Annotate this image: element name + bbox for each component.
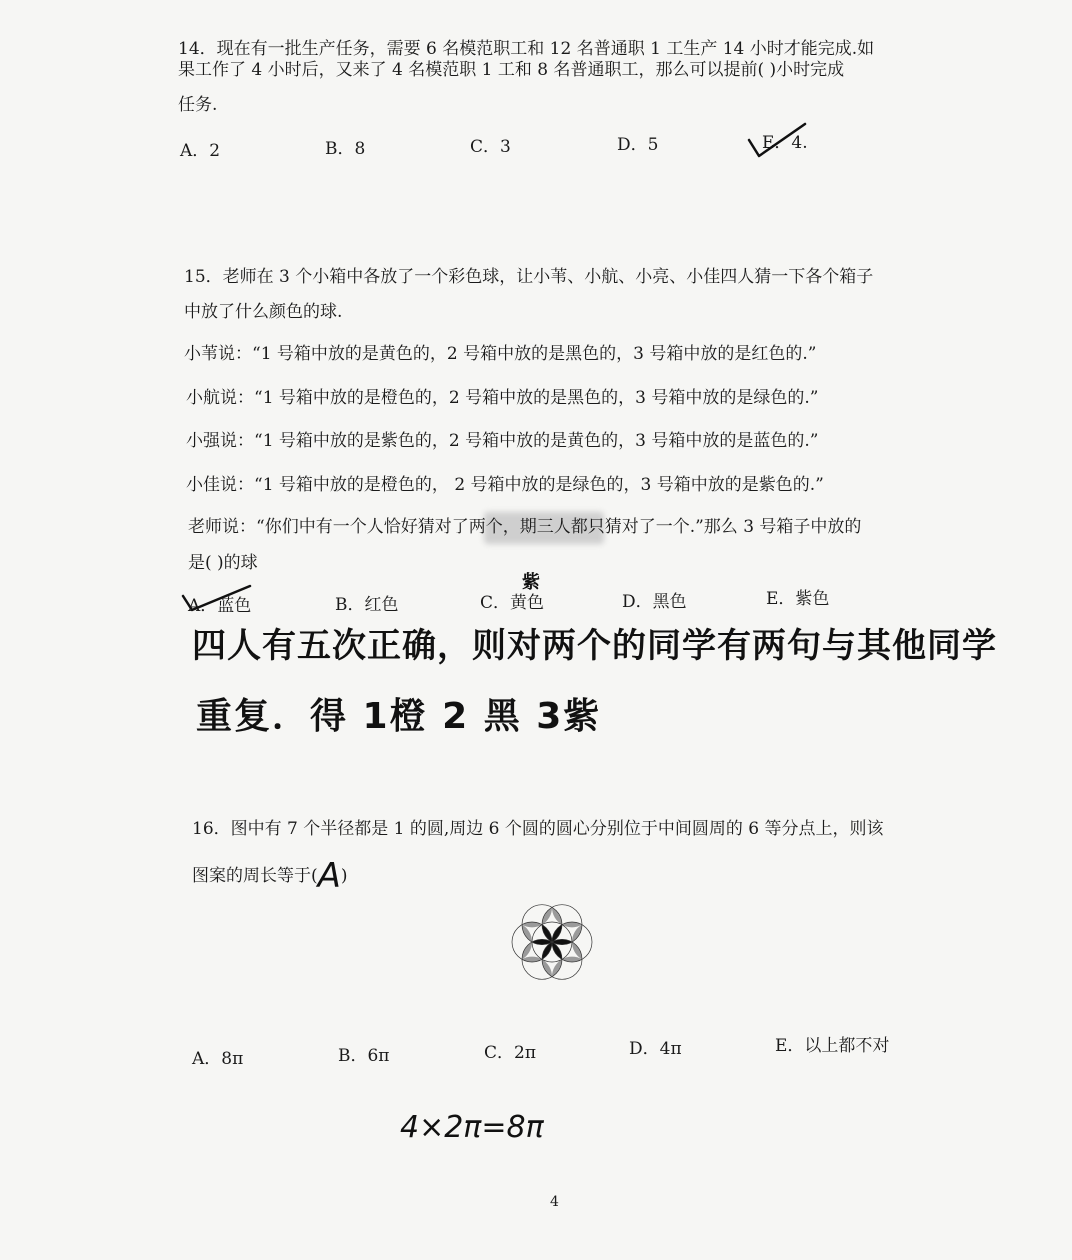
q16-option-c: C．2π — [484, 1043, 536, 1063]
q14-line-1: 14．现在有一批生产任务，需要 6 名模范职工和 12 名普通职 1 工生产 14 小时才能完成.如 — [178, 39, 875, 59]
page-number: 4 — [550, 1194, 559, 1210]
q15-statement-2: 小航说：“1 号箱中放的是橙色的，2 号箱中放的是黑色的，3 号箱中放的是绿色的.” — [186, 388, 819, 408]
q15-teacher-line-2: 是( )的球 — [188, 553, 258, 573]
q16-line-2 — [192, 850, 348, 896]
q16-line-2-suffix: ) — [340, 866, 348, 886]
q15-statement-1: 小苇说：“1 号箱中放的是黄色的，2 号箱中放的是黑色的，3 号箱中放的是红色的.” — [184, 344, 817, 364]
q15-option-a: A．蓝色 — [188, 596, 252, 616]
q15-handwritten-reasoning-2: 重复．得 1橙 2 黑 3紫 — [196, 696, 602, 737]
q16-option-e: E．以上都不对 — [775, 1036, 890, 1056]
q16-handwritten-calc: 4×2π=8π — [400, 1110, 544, 1145]
q15-teacher-line-1: 老师说：“你们中有一个人恰好猜对了两个，期三人都只猜对了一个.”那么 3 号箱子中放的 — [188, 517, 862, 537]
q14-line-2: 果工作了 4 小时后，又来了 4 名模范职 1 工和 8 名普通职工，那么可以提前( )小时完成 — [178, 60, 845, 80]
q16-option-d: D．4π — [629, 1039, 682, 1059]
q15-option-c: C．黄色 — [480, 593, 545, 613]
seven-circles-figure — [490, 880, 614, 1004]
q14-option-d: D．5 — [617, 135, 659, 155]
q16-option-b: B．6π — [338, 1046, 390, 1066]
q16-line-1: 16．图中有 7 个半径都是 1 的圆,周边 6 个圆的圆心分别位于中间圆周的 6 等分点上，则该 — [192, 819, 884, 839]
q15-line-1: 15．老师在 3 个小箱中各放了一个彩色球，让小苇、小航、小亮、小佳四人猜一下各个箱子 — [184, 267, 874, 287]
q14-checkmark-icon — [745, 118, 815, 163]
q15-handwritten-reasoning-1: 四人有五次正确，则对两个的同学有两句与其他同学 — [192, 626, 997, 666]
q15-checkmark-icon — [180, 582, 260, 617]
q14-option-b: B．8 — [325, 139, 366, 159]
q15-option-e: E．紫色 — [766, 589, 830, 609]
q15-statement-4: 小佳说：“1 号箱中放的是橙色的， 2 号箱中放的是绿色的，3 号箱中放的是紫色的.” — [186, 475, 824, 495]
q16-line-2-prefix: 图案的周长等于( — [192, 866, 318, 886]
q15-option-b: B．红色 — [335, 595, 399, 615]
q15-statement-3: 小强说：“1 号箱中放的是紫色的，2 号箱中放的是黄色的，3 号箱中放的是蓝色的.” — [186, 431, 819, 451]
q16-handwritten-answer: A — [317, 856, 341, 896]
q14-option-a: A．2 — [180, 141, 221, 161]
q16-option-a: A．8π — [192, 1049, 244, 1069]
q14-option-e: E．4. — [762, 133, 808, 153]
q15-ink-note: 紫 — [522, 572, 540, 593]
q15-line-2: 中放了什么颜色的球. — [184, 302, 343, 322]
q15-option-d: D．黑色 — [622, 592, 687, 612]
q14-line-3: 任务. — [178, 95, 218, 115]
q14-option-c: C．3 — [470, 137, 511, 157]
